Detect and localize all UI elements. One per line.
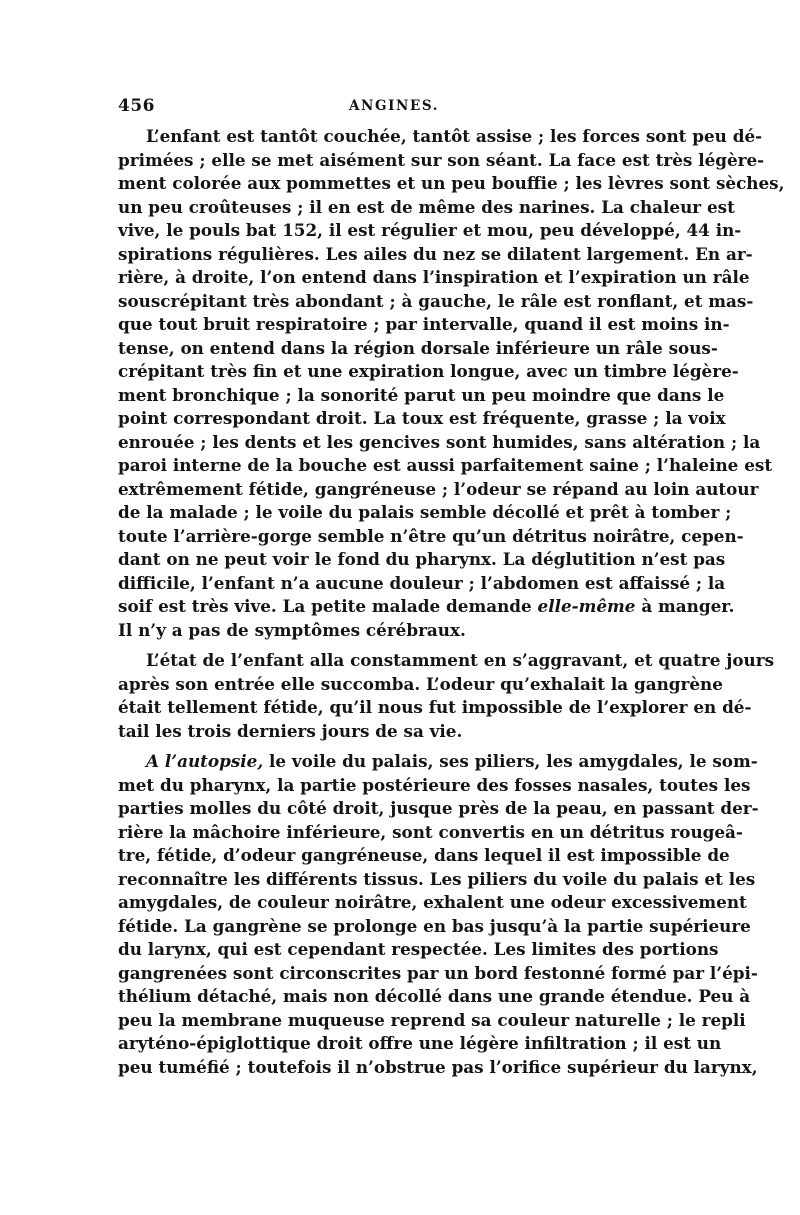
text-line: extrêmement fétide, gangréneuse ; l’odeur se répand au loin autour: [118, 478, 759, 499]
text-line: L’état de l’enfant alla constamment en s’aggravant, et quatre jours: [146, 650, 775, 670]
text-line: thélium détaché, mais non décollé dans une grande étendue. Peu à: [118, 986, 751, 1006]
text-line: du larynx, qui est cependant respectée. Les limites des portions: [118, 939, 719, 959]
emphasized-text: elle-même: [537, 596, 636, 616]
text-line: vive, le pouls bat 152, il est régulier et mou, peu développé, 44 in-: [118, 220, 742, 240]
text-line-with-emphasis: [118, 750, 758, 774]
page-header: [118, 96, 670, 122]
paragraph-2: [118, 649, 775, 743]
text-line: gangrenées sont circonscrites par un bord festonné formé par l’épi-: [118, 962, 758, 983]
text-line: peu la membrane muqueuse reprend sa couleur naturelle ; le repli: [118, 1009, 746, 1030]
text-line: difficile, l’enfant n’a aucune douleur ; l’abdomen est affaissé ; la: [118, 572, 726, 593]
text-line: spirations régulières. Les ailes du nez se dilatent largement. En ar-: [118, 243, 753, 264]
text-line: primées ; elle se met aisément sur son séant. La face est très légère-: [118, 149, 765, 170]
text-line: crépitant très fin et une expiration longue, avec un timbre légère-: [118, 361, 739, 381]
text-line: toute l’arrière-gorge semble n’être qu’un détritus noirâtre, cepen-: [118, 525, 744, 546]
text-line: ment colorée aux pommettes et un peu bouffie ; les lèvres sont sèches,: [118, 173, 785, 193]
text-line: rière, à droite, l’on entend dans l’inspiration et l’expiration un râle: [118, 267, 750, 287]
text-line: tre, fétide, d’odeur gangréneuse, dans lequel il est impossible de: [118, 845, 730, 865]
text-line: aryténo-épiglottique droit offre une légère infiltration ; il est un: [118, 1033, 722, 1053]
emphasized-text: A l’autopsie,: [146, 751, 264, 771]
text-line: met du pharynx, la partie postérieure des fosses nasales, toutes les: [118, 774, 751, 795]
text-line: après son entrée elle succomba. L’odeur qu’exhalait la gangrène: [118, 673, 723, 694]
text-line: fétide. La gangrène se prolonge en bas jusqu’à la partie supérieure: [118, 915, 751, 936]
running-title: ANGINES.: [348, 98, 440, 114]
text-line: L’enfant est tantôt couchée, tantôt assise ; les forces sont peu dé-: [146, 126, 763, 146]
text-line: souscrépitant très abondant ; à gauche, le râle est ronflant, et mas-: [118, 290, 754, 311]
text-line: Il n’y a pas de symptômes cérébraux.: [118, 619, 466, 640]
text-segment: à manger.: [635, 596, 735, 616]
text-line: un peu croûteuses ; il en est de même des narines. La chaleur est: [118, 196, 735, 217]
text-line: point correspondant droit. La toux est fréquente, grasse ; la voix: [118, 408, 726, 428]
text-line: parties molles du côté droit, jusque près de la peau, en passant der-: [118, 798, 759, 818]
text-line: paroi interne de la bouche est aussi parfaitement saine ; l’haleine est: [118, 455, 773, 475]
paragraph-3: [118, 750, 759, 1079]
body-text: [118, 125, 785, 1079]
text-segment: le voile du palais, ses piliers, les amygdales, le som-: [263, 751, 758, 771]
text-line: rière la mâchoire inférieure, sont convertis en un détritus rougeâ-: [118, 821, 743, 842]
text-line: reconnaître les différents tissus. Les piliers du voile du palais et les: [118, 868, 756, 889]
paragraph-1: [118, 125, 785, 642]
text-line: tail les trois derniers jours de sa vie.: [118, 720, 463, 741]
text-line: de la malade ; le voile du palais semble décollé et prêt à tomber ;: [118, 502, 732, 522]
text-line: dant on ne peut voir le fond du pharynx. La déglutition n’est pas: [118, 549, 726, 569]
text-line: que tout bruit respiratoire ; par intervalle, quand il est moins in-: [118, 314, 730, 334]
text-segment: soif est très vive. La petite malade demande: [118, 596, 538, 616]
text-line: était tellement fétide, qu’il nous fut impossible de l’explorer en dé-: [118, 697, 752, 717]
text-line: peu tuméfié ; toutefois il n’obstrue pas l’orifice supérieur du larynx,: [118, 1056, 758, 1077]
text-line: enrouée ; les dents et les gencives sont humides, sans altération ; la: [118, 431, 761, 452]
page-number: 456: [118, 96, 155, 116]
text-line: amygdales, de couleur noirâtre, exhalent une odeur excessivement: [118, 892, 747, 912]
text-line-with-emphasis: [118, 595, 735, 619]
text-line: ment bronchique ; la sonorité parut un peu moindre que dans le: [118, 384, 725, 405]
text-line: tense, on entend dans la région dorsale inférieure un râle sous-: [118, 337, 718, 358]
